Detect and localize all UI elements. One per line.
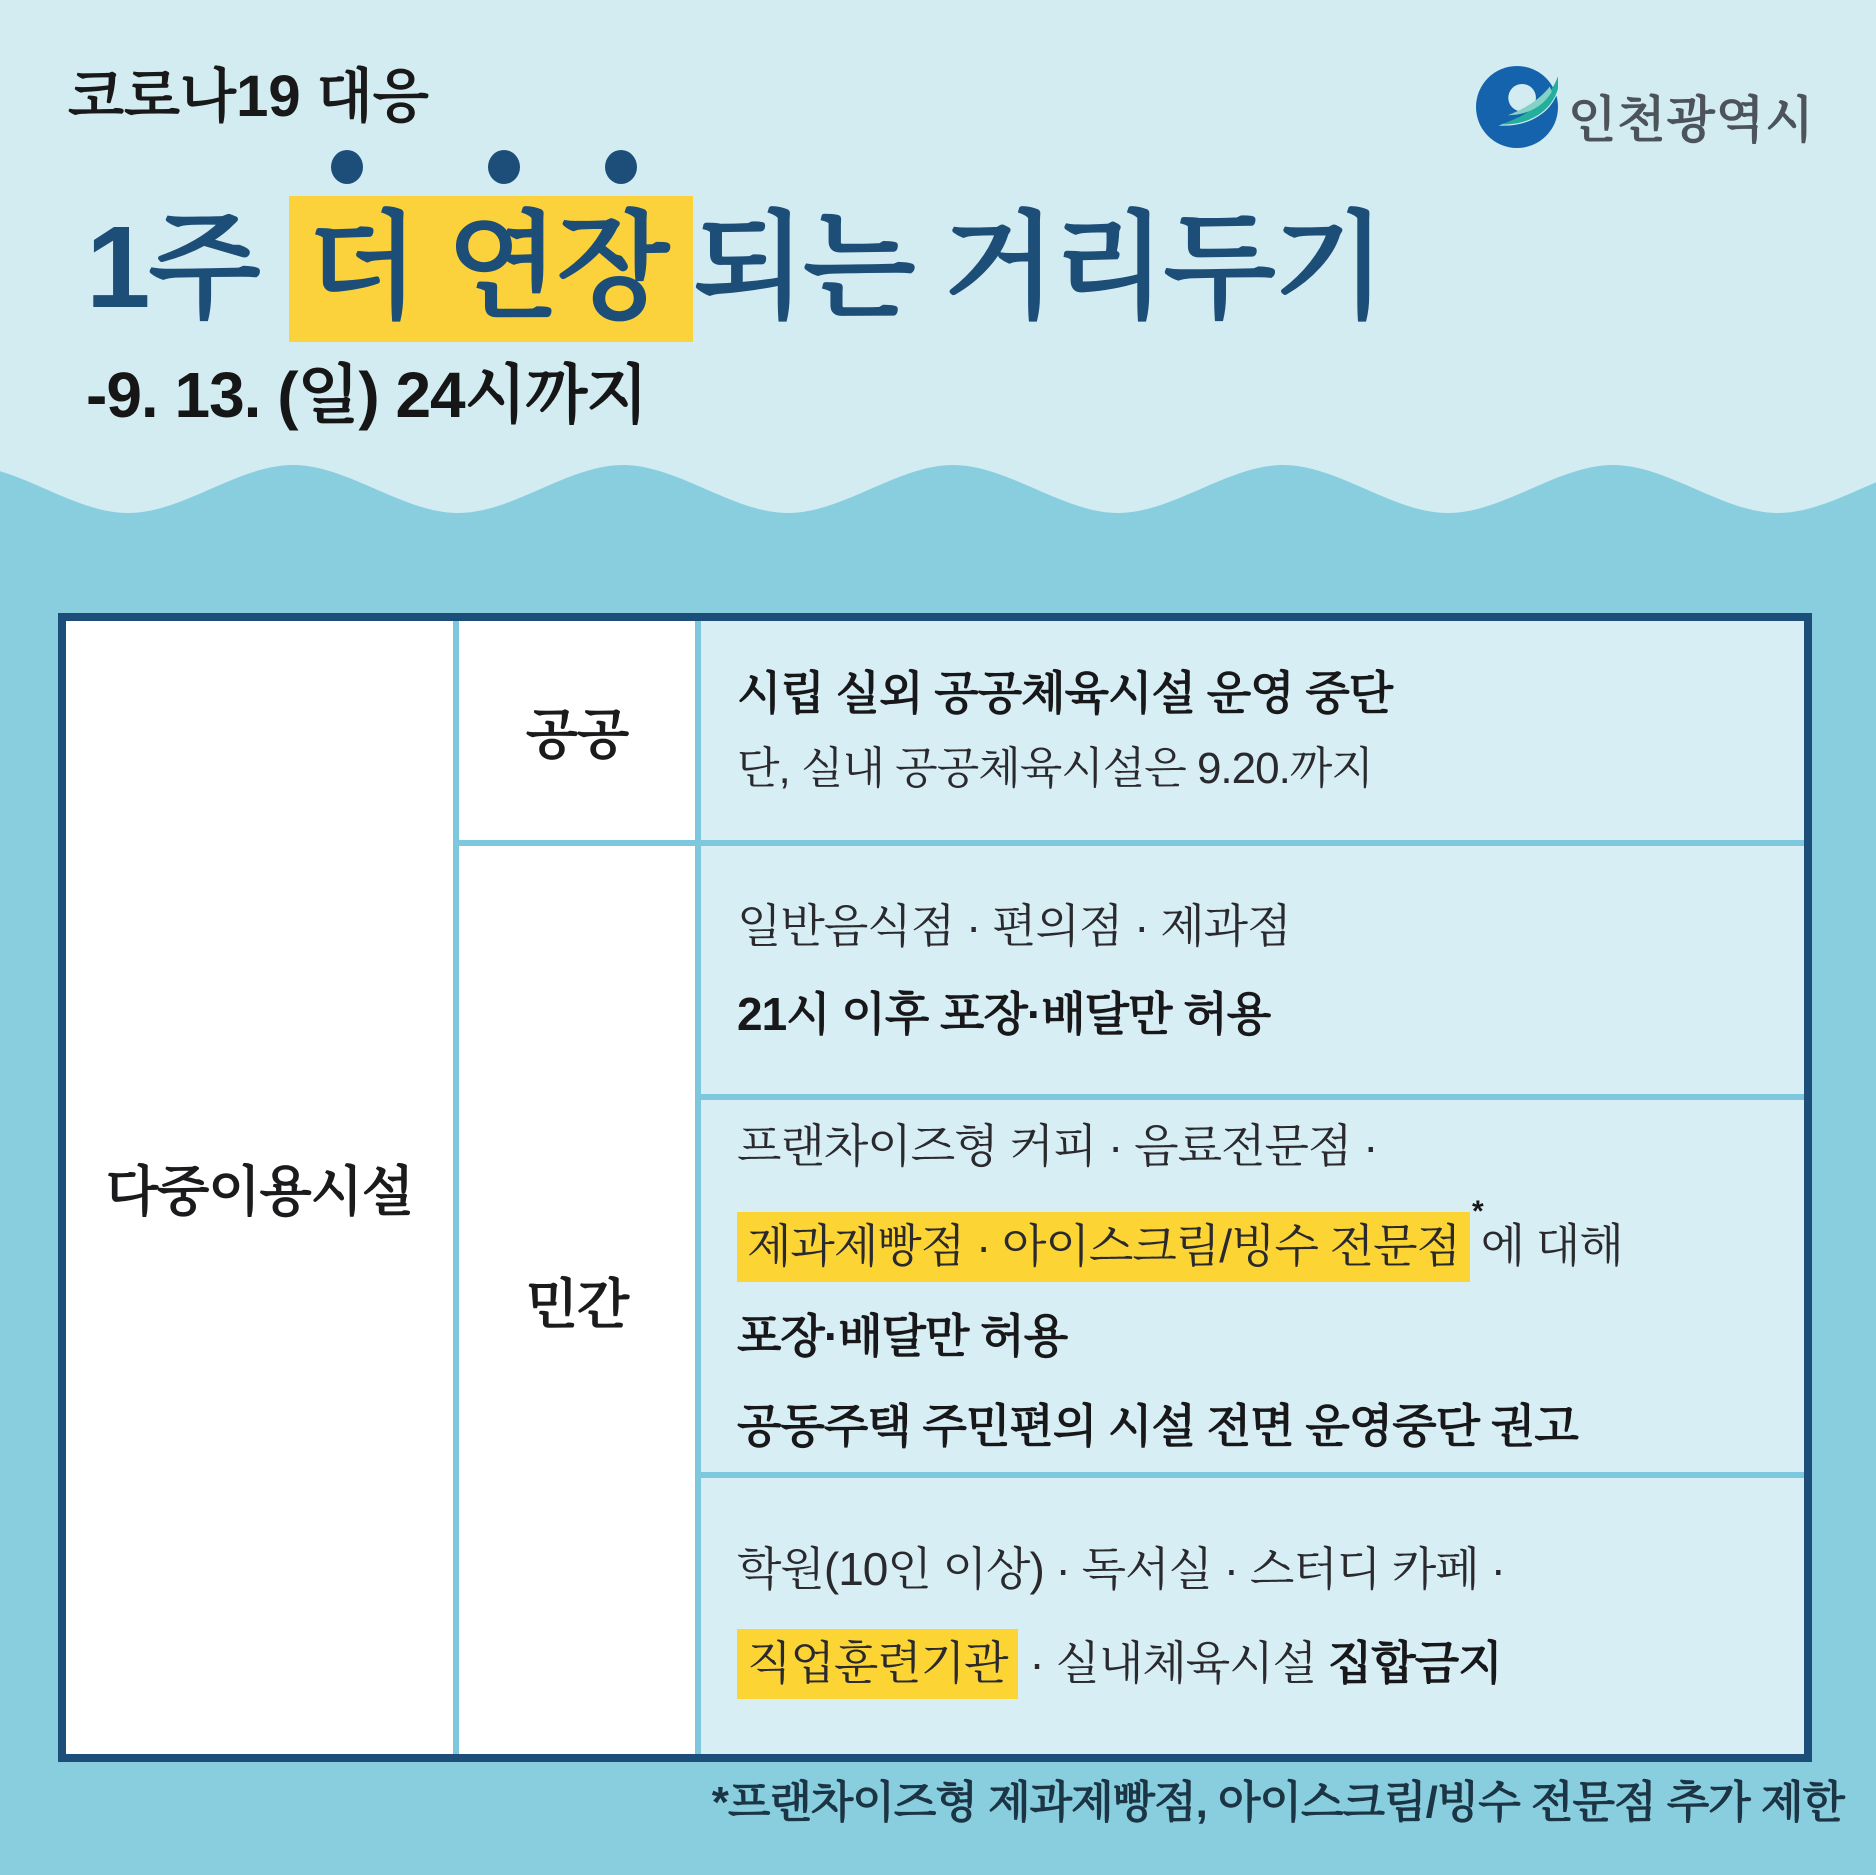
table-cell-cafe-rules: [701, 1100, 1804, 1472]
accent-dot: [488, 150, 520, 184]
rule-line: 학원(10인 이상) · 독서실 · 스터디 카페 ·: [737, 1543, 1505, 1595]
footnote-asterisk: *: [1471, 1195, 1483, 1229]
rule-line-bold: 집합금지: [1327, 1637, 1502, 1689]
rule-line: 시립 실외 공공체육시설 운영 중단: [737, 666, 1393, 719]
accent-dot: [605, 150, 637, 184]
date-range-subtitle: -9. 13. (일) 24시까지: [86, 359, 648, 431]
title-prefix: 1주: [86, 202, 289, 332]
sector-public-label: 공공: [525, 705, 629, 765]
kicker-text: 코로나19 대응: [68, 64, 429, 129]
category-label: 다중이용시설: [106, 1162, 413, 1222]
rule-line: [737, 1191, 1794, 1290]
sector-private-label: 민간: [525, 1274, 629, 1335]
rule-line-mid: · 실내체육시설: [1017, 1637, 1328, 1689]
accent-dot: [331, 150, 363, 184]
restrictions-table: [58, 613, 1812, 1762]
table-cell-public-rules: [701, 621, 1804, 840]
incheon-logo-text: 인천광역시: [1568, 92, 1815, 148]
table-cell-education-rules: [701, 1478, 1804, 1754]
title-highlight: 더 연장: [289, 196, 693, 342]
table-cell-sector-public: [459, 621, 695, 840]
rule-line: 21시 이후 포장·배달만 허용: [737, 988, 1271, 1040]
incheon-logo-icon: [1476, 66, 1558, 148]
rule-line: 프랜차이즈형 커피 · 음료전문점 ·: [737, 1120, 1378, 1173]
footnote-text: *프랜차이즈형 제과제빵점, 아이스크림/빙수 전문점 추가 제한: [711, 1778, 1844, 1827]
rule-line: 포장·배달만 허용: [737, 1309, 1068, 1362]
rule-line: 공동주택 주민편의 시설 전면 운영중단 권고: [737, 1399, 1578, 1452]
wave-divider: [0, 455, 1876, 565]
incheon-logo: [1476, 66, 1816, 150]
table-cell-category: [66, 621, 453, 1754]
rule-line: 단, 실내 공공체육시설은 9.20.까지: [737, 743, 1373, 793]
rule-line: 일반음식점 · 편의점 · 제과점: [737, 900, 1291, 952]
table-cell-sector-private: [459, 846, 695, 1754]
rule-line: [737, 1616, 1794, 1710]
page-title: [86, 196, 1384, 338]
table-cell-food-rules: [701, 846, 1804, 1094]
rule-highlight: 제과제빵점 · 아이스크림/빙수 전문점: [737, 1212, 1470, 1282]
title-suffix: 되는 거리두기: [693, 202, 1384, 332]
rule-line-tail: 에 대해: [1480, 1219, 1623, 1272]
rule-highlight: 직업훈련기관: [737, 1629, 1018, 1699]
